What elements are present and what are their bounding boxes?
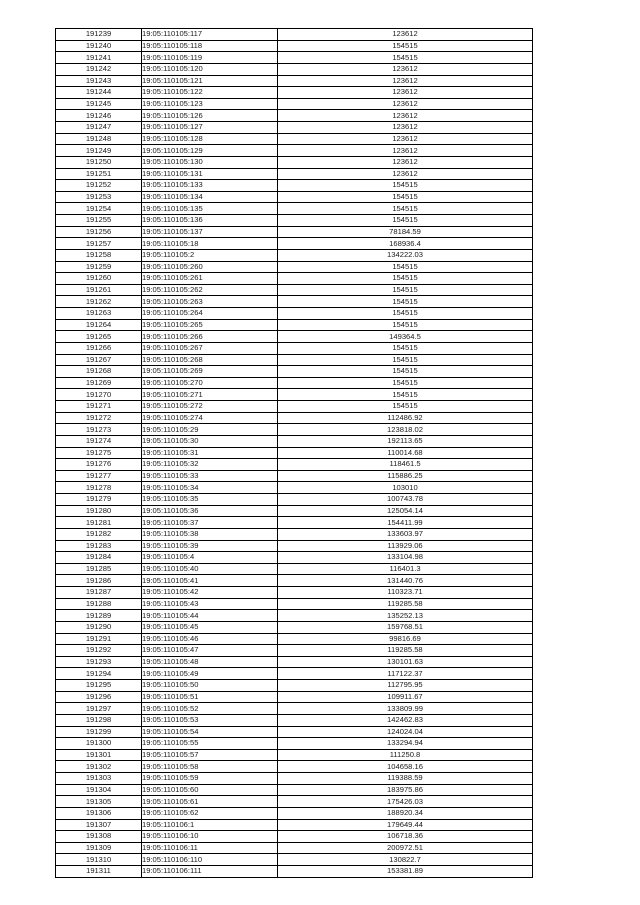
cell-id: 191289	[56, 610, 142, 622]
cell-value: 119285.58	[278, 645, 533, 657]
cell-value: 133603.97	[278, 528, 533, 540]
cell-code: 19:05:110105:267	[142, 342, 278, 354]
cell-value: 183975.86	[278, 784, 533, 796]
cell-value: 154515	[278, 52, 533, 64]
cell-value: 123612	[278, 122, 533, 134]
cell-id: 191296	[56, 691, 142, 703]
cell-id: 191305	[56, 796, 142, 808]
cell-id: 191239	[56, 29, 142, 41]
cell-value: 159768.51	[278, 621, 533, 633]
cell-id: 191266	[56, 342, 142, 354]
table-row	[56, 459, 533, 471]
cell-id: 191256	[56, 226, 142, 238]
table-row	[56, 598, 533, 610]
table-row	[56, 552, 533, 564]
cell-id: 191261	[56, 284, 142, 296]
table-row	[56, 226, 533, 238]
cell-id: 191311	[56, 866, 142, 878]
table-row	[56, 691, 533, 703]
cell-value: 113929.06	[278, 540, 533, 552]
table-row	[56, 656, 533, 668]
cell-id: 191278	[56, 482, 142, 494]
cell-value: 154515	[278, 319, 533, 331]
cell-id: 191286	[56, 575, 142, 587]
cell-value: 125054.14	[278, 505, 533, 517]
cell-code: 19:05:110105:134	[142, 191, 278, 203]
cell-code: 19:05:110106:11	[142, 842, 278, 854]
cell-code: 19:05:110105:61	[142, 796, 278, 808]
table-row	[56, 110, 533, 122]
cell-code: 19:05:110105:36	[142, 505, 278, 517]
cell-id: 191310	[56, 854, 142, 866]
table-row	[56, 98, 533, 110]
cell-code: 19:05:110105:4	[142, 552, 278, 564]
table-row	[56, 75, 533, 87]
cell-value: 154515	[278, 401, 533, 413]
cell-value: 123612	[278, 98, 533, 110]
table-row	[56, 807, 533, 819]
cell-code: 19:05:110105:29	[142, 424, 278, 436]
cell-value: 135252.13	[278, 610, 533, 622]
cell-code: 19:05:110106:10	[142, 831, 278, 843]
cell-id: 191253	[56, 191, 142, 203]
table-row	[56, 249, 533, 261]
table-row	[56, 540, 533, 552]
cell-code: 19:05:110105:133	[142, 180, 278, 192]
cell-id: 191276	[56, 459, 142, 471]
table-row	[56, 354, 533, 366]
cell-code: 19:05:110105:53	[142, 714, 278, 726]
cell-id: 191243	[56, 75, 142, 87]
cell-id: 191259	[56, 261, 142, 273]
cell-value: 154515	[278, 40, 533, 52]
cell-code: 19:05:110105:126	[142, 110, 278, 122]
cell-code: 19:05:110105:131	[142, 168, 278, 180]
cell-code: 19:05:110105:118	[142, 40, 278, 52]
cell-code: 19:05:110105:33	[142, 470, 278, 482]
cell-value: 123612	[278, 29, 533, 41]
table-row	[56, 866, 533, 878]
cell-code: 19:05:110105:31	[142, 447, 278, 459]
cell-code: 19:05:110105:39	[142, 540, 278, 552]
cell-code: 19:05:110105:18	[142, 238, 278, 250]
table-row	[56, 749, 533, 761]
cell-value: 123612	[278, 75, 533, 87]
cell-id: 191299	[56, 726, 142, 738]
cell-id: 191270	[56, 389, 142, 401]
cell-code: 19:05:110105:119	[142, 52, 278, 64]
cell-id: 191255	[56, 215, 142, 227]
cell-code: 19:05:110105:50	[142, 680, 278, 692]
cell-value: 154515	[278, 191, 533, 203]
cell-id: 191287	[56, 587, 142, 599]
cell-id: 191301	[56, 749, 142, 761]
cell-value: 154515	[278, 354, 533, 366]
cell-value: 118461.5	[278, 459, 533, 471]
cell-id: 191285	[56, 563, 142, 575]
cell-id: 191306	[56, 807, 142, 819]
table-row	[56, 796, 533, 808]
cell-code: 19:05:110105:260	[142, 261, 278, 273]
cell-value: 106718.36	[278, 831, 533, 843]
cell-code: 19:05:110105:38	[142, 528, 278, 540]
cell-value: 112795.95	[278, 680, 533, 692]
cell-value: 154515	[278, 261, 533, 273]
cell-value: 109911.67	[278, 691, 533, 703]
cell-code: 19:05:110105:262	[142, 284, 278, 296]
cell-value: 154515	[278, 284, 533, 296]
cell-id: 191244	[56, 87, 142, 99]
table-row	[56, 424, 533, 436]
cell-code: 19:05:110105:47	[142, 645, 278, 657]
cell-id: 191240	[56, 40, 142, 52]
cell-code: 19:05:110105:37	[142, 517, 278, 529]
table-row	[56, 668, 533, 680]
cell-value: 100743.78	[278, 494, 533, 506]
cell-value: 130101.63	[278, 656, 533, 668]
table-row	[56, 412, 533, 424]
cell-value: 110323.71	[278, 587, 533, 599]
table-row	[56, 180, 533, 192]
cell-id: 191288	[56, 598, 142, 610]
table-row	[56, 714, 533, 726]
cell-id: 191247	[56, 122, 142, 134]
table-row	[56, 703, 533, 715]
cell-value: 179649.44	[278, 819, 533, 831]
cell-value: 154515	[278, 377, 533, 389]
cell-value: 110014.68	[278, 447, 533, 459]
cell-id: 191271	[56, 401, 142, 413]
cell-value: 154411.99	[278, 517, 533, 529]
cell-value: 123612	[278, 156, 533, 168]
table-row	[56, 377, 533, 389]
cell-value: 154515	[278, 296, 533, 308]
cell-id: 191284	[56, 552, 142, 564]
cell-code: 19:05:110105:266	[142, 331, 278, 343]
cell-code: 19:05:110105:49	[142, 668, 278, 680]
cell-value: 123818.02	[278, 424, 533, 436]
cell-code: 19:05:110105:129	[142, 145, 278, 157]
cell-code: 19:05:110105:136	[142, 215, 278, 227]
cell-code: 19:05:110105:137	[142, 226, 278, 238]
cell-id: 191282	[56, 528, 142, 540]
cell-code: 19:05:110105:263	[142, 296, 278, 308]
table-row	[56, 494, 533, 506]
cell-id: 191272	[56, 412, 142, 424]
cell-value: 123612	[278, 145, 533, 157]
cell-code: 19:05:110106:110	[142, 854, 278, 866]
table-row	[56, 168, 533, 180]
cell-id: 191294	[56, 668, 142, 680]
cell-code: 19:05:110106:111	[142, 866, 278, 878]
cell-id: 191250	[56, 156, 142, 168]
table-row	[56, 482, 533, 494]
cell-value: 154515	[278, 180, 533, 192]
table-row	[56, 273, 533, 285]
table-row	[56, 296, 533, 308]
cell-code: 19:05:110105:127	[142, 122, 278, 134]
cell-code: 19:05:110105:60	[142, 784, 278, 796]
table-row	[56, 819, 533, 831]
table-row	[56, 203, 533, 215]
cell-value: 99816.69	[278, 633, 533, 645]
cell-id: 191275	[56, 447, 142, 459]
cell-id: 191268	[56, 366, 142, 378]
cell-id: 191273	[56, 424, 142, 436]
cell-code: 19:05:110105:48	[142, 656, 278, 668]
cell-code: 19:05:110105:52	[142, 703, 278, 715]
table-row	[56, 29, 533, 41]
table-row	[56, 331, 533, 343]
cell-value: 200972.51	[278, 842, 533, 854]
cell-id: 191297	[56, 703, 142, 715]
cell-id: 191277	[56, 470, 142, 482]
table-row	[56, 773, 533, 785]
cell-id: 191251	[56, 168, 142, 180]
cell-code: 19:05:110105:34	[142, 482, 278, 494]
table-row	[56, 342, 533, 354]
data-table-page	[55, 28, 533, 878]
cell-value: 130822.7	[278, 854, 533, 866]
cell-id: 191274	[56, 435, 142, 447]
cell-code: 19:05:110105:268	[142, 354, 278, 366]
table-row	[56, 122, 533, 134]
cell-code: 19:05:110105:117	[142, 29, 278, 41]
cell-id: 191246	[56, 110, 142, 122]
cell-code: 19:05:110105:130	[142, 156, 278, 168]
cell-code: 19:05:110105:51	[142, 691, 278, 703]
cell-id: 191293	[56, 656, 142, 668]
table-row	[56, 587, 533, 599]
cell-value: 123612	[278, 168, 533, 180]
cell-id: 191283	[56, 540, 142, 552]
cell-value: 119388.59	[278, 773, 533, 785]
cell-id: 191262	[56, 296, 142, 308]
table-row	[56, 238, 533, 250]
cell-value: 123612	[278, 63, 533, 75]
cell-id: 191291	[56, 633, 142, 645]
cell-id: 191292	[56, 645, 142, 657]
cell-code: 19:05:110105:2	[142, 249, 278, 261]
table-row	[56, 435, 533, 447]
table-row	[56, 761, 533, 773]
cell-value: 112486.92	[278, 412, 533, 424]
cell-code: 19:05:110105:274	[142, 412, 278, 424]
table-row	[56, 563, 533, 575]
cell-value: 154515	[278, 342, 533, 354]
cell-code: 19:05:110105:128	[142, 133, 278, 145]
table-row	[56, 726, 533, 738]
cell-value: 103010	[278, 482, 533, 494]
cell-value: 154515	[278, 273, 533, 285]
cell-code: 19:05:110105:42	[142, 587, 278, 599]
table-row	[56, 610, 533, 622]
cell-value: 192113.65	[278, 435, 533, 447]
table-row	[56, 784, 533, 796]
cell-code: 19:05:110105:45	[142, 621, 278, 633]
cell-id: 191309	[56, 842, 142, 854]
cell-id: 191304	[56, 784, 142, 796]
cell-value: 134222.03	[278, 249, 533, 261]
table-row	[56, 842, 533, 854]
cell-code: 19:05:110105:261	[142, 273, 278, 285]
cell-value: 175426.03	[278, 796, 533, 808]
cell-id: 191245	[56, 98, 142, 110]
table-row	[56, 831, 533, 843]
cell-id: 191249	[56, 145, 142, 157]
cell-value: 124024.04	[278, 726, 533, 738]
table-row	[56, 575, 533, 587]
cell-id: 191307	[56, 819, 142, 831]
cell-value: 123612	[278, 133, 533, 145]
table-row	[56, 366, 533, 378]
cell-value: 154515	[278, 389, 533, 401]
cell-value: 154515	[278, 215, 533, 227]
cell-code: 19:05:110105:120	[142, 63, 278, 75]
cell-id: 191281	[56, 517, 142, 529]
cell-value: 133809.99	[278, 703, 533, 715]
table-row	[56, 319, 533, 331]
cell-id: 191248	[56, 133, 142, 145]
cell-value: 154515	[278, 203, 533, 215]
cell-value: 133294.94	[278, 738, 533, 750]
table-row	[56, 621, 533, 633]
cell-value: 111250.8	[278, 749, 533, 761]
cell-value: 123612	[278, 87, 533, 99]
cell-id: 191279	[56, 494, 142, 506]
cell-id: 191257	[56, 238, 142, 250]
cell-id: 191308	[56, 831, 142, 843]
cell-value: 123612	[278, 110, 533, 122]
cell-code: 19:05:110105:40	[142, 563, 278, 575]
cell-code: 19:05:110105:122	[142, 87, 278, 99]
table-row	[56, 854, 533, 866]
cell-value: 149364.5	[278, 331, 533, 343]
cell-code: 19:05:110105:58	[142, 761, 278, 773]
cell-id: 191258	[56, 249, 142, 261]
cell-code: 19:05:110105:265	[142, 319, 278, 331]
cell-id: 191263	[56, 308, 142, 320]
table-row	[56, 680, 533, 692]
cell-id: 191302	[56, 761, 142, 773]
table-row	[56, 52, 533, 64]
cell-id: 191295	[56, 680, 142, 692]
table-row	[56, 645, 533, 657]
table-row	[56, 401, 533, 413]
table-row	[56, 145, 533, 157]
table-row	[56, 261, 533, 273]
cell-code: 19:05:110105:135	[142, 203, 278, 215]
table-row	[56, 215, 533, 227]
table-row	[56, 738, 533, 750]
table-row	[56, 505, 533, 517]
table-row	[56, 470, 533, 482]
cell-code: 19:05:110105:272	[142, 401, 278, 413]
cell-value: 153381.89	[278, 866, 533, 878]
cell-id: 191298	[56, 714, 142, 726]
cell-id: 191280	[56, 505, 142, 517]
cell-id: 191290	[56, 621, 142, 633]
table-row	[56, 633, 533, 645]
cell-value: 117122.37	[278, 668, 533, 680]
cell-id: 191260	[56, 273, 142, 285]
cell-value: 119285.58	[278, 598, 533, 610]
cell-value: 133104.98	[278, 552, 533, 564]
cell-code: 19:05:110105:55	[142, 738, 278, 750]
cell-value: 104658.16	[278, 761, 533, 773]
cell-code: 19:05:110105:121	[142, 75, 278, 87]
data-table	[55, 28, 533, 878]
table-row	[56, 308, 533, 320]
cell-id: 191267	[56, 354, 142, 366]
cell-id: 191252	[56, 180, 142, 192]
cell-code: 19:05:110105:271	[142, 389, 278, 401]
table-row	[56, 447, 533, 459]
cell-id: 191264	[56, 319, 142, 331]
cell-code: 19:05:110105:35	[142, 494, 278, 506]
cell-value: 188920.34	[278, 807, 533, 819]
cell-value: 131440.76	[278, 575, 533, 587]
cell-id: 191303	[56, 773, 142, 785]
cell-value: 168936.4	[278, 238, 533, 250]
cell-id: 191265	[56, 331, 142, 343]
cell-id: 191254	[56, 203, 142, 215]
cell-code: 19:05:110105:59	[142, 773, 278, 785]
cell-code: 19:05:110105:41	[142, 575, 278, 587]
cell-code: 19:05:110105:32	[142, 459, 278, 471]
table-body	[56, 29, 533, 878]
cell-code: 19:05:110105:264	[142, 308, 278, 320]
table-row	[56, 156, 533, 168]
cell-value: 115886.25	[278, 470, 533, 482]
table-row	[56, 528, 533, 540]
cell-id: 191269	[56, 377, 142, 389]
table-row	[56, 87, 533, 99]
cell-id: 191242	[56, 63, 142, 75]
cell-value: 154515	[278, 366, 533, 378]
cell-code: 19:05:110105:123	[142, 98, 278, 110]
cell-code: 19:05:110105:62	[142, 807, 278, 819]
table-row	[56, 389, 533, 401]
cell-code: 19:05:110105:30	[142, 435, 278, 447]
cell-code: 19:05:110105:269	[142, 366, 278, 378]
cell-code: 19:05:110105:46	[142, 633, 278, 645]
cell-id: 191300	[56, 738, 142, 750]
cell-value: 142462.83	[278, 714, 533, 726]
table-row	[56, 133, 533, 145]
table-row	[56, 191, 533, 203]
cell-value: 116401.3	[278, 563, 533, 575]
cell-code: 19:05:110105:57	[142, 749, 278, 761]
table-row	[56, 517, 533, 529]
cell-code: 19:05:110105:54	[142, 726, 278, 738]
cell-value: 78184.59	[278, 226, 533, 238]
cell-code: 19:05:110105:43	[142, 598, 278, 610]
cell-code: 19:05:110105:44	[142, 610, 278, 622]
cell-code: 19:05:110106:1	[142, 819, 278, 831]
table-row	[56, 40, 533, 52]
cell-value: 154515	[278, 308, 533, 320]
table-row	[56, 63, 533, 75]
table-row	[56, 284, 533, 296]
cell-code: 19:05:110105:270	[142, 377, 278, 389]
cell-id: 191241	[56, 52, 142, 64]
